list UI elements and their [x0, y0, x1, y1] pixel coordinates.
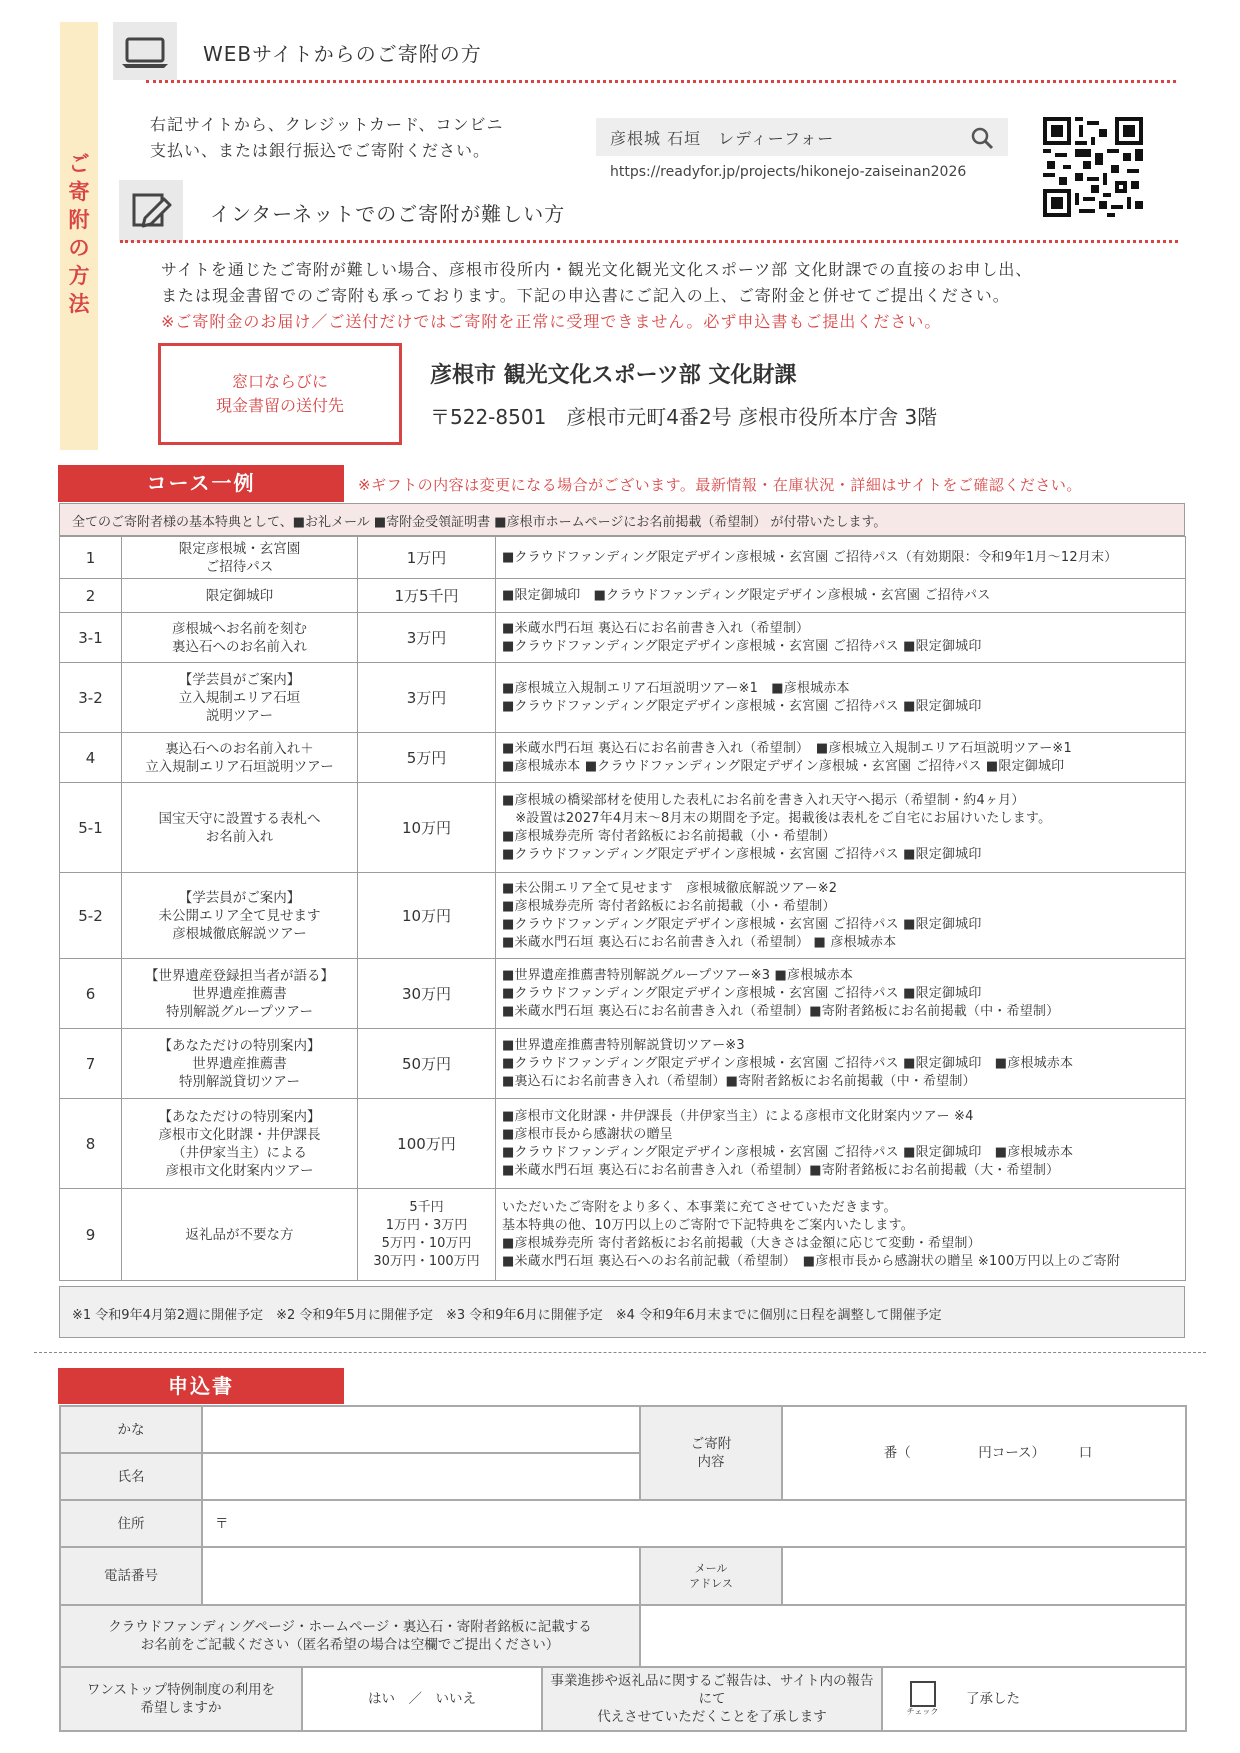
- course-name-line: 限定彦根城・玄宮園: [178, 540, 301, 557]
- course-row: [60, 1189, 1186, 1281]
- course-name-line: お名前入れ: [205, 828, 274, 845]
- course-description: [496, 733, 1186, 783]
- basic-benefits-text: 全てのご寄附者様の基本特典として、■お礼メール ■寄附金受領証明書 ■彦根市ホームページにお名前掲載（希望制） が付帯いたします。: [72, 515, 887, 530]
- course-name: [122, 783, 358, 873]
- onestop-label-line: ワンストップ特例制度の利用を: [86, 1682, 276, 1698]
- course-description-line: ■クラウドファンディング限定デザイン彦根城・玄宮園 ご招待パス ■限定御城印: [502, 846, 982, 862]
- course-price-line: 1万5千円: [394, 586, 459, 605]
- course-price-line: 30万円・100万円: [373, 1253, 480, 1269]
- course-name-line: 【学芸員がご案内】: [178, 671, 301, 688]
- course-name-line: 世界遺産推薦書: [192, 1055, 287, 1072]
- course-description: [496, 873, 1186, 959]
- phone-field[interactable]: [202, 1547, 640, 1605]
- course-number: 3-1: [60, 613, 122, 663]
- donation-label: [640, 1406, 782, 1500]
- send-box-line: 現金書留の送付先: [215, 396, 344, 415]
- course-name-line: 国宝天守に設置する表札へ: [158, 810, 321, 827]
- onestop-label: [60, 1667, 302, 1731]
- course-description-line: ■彦根城立入規制エリア石垣説明ツアー※1 ■彦根城赤本: [502, 680, 850, 696]
- course-description-line: ■米蔵水門石垣 裏込石にお名前書き入れ（希望制）: [502, 620, 810, 636]
- publish-name-line: お名前をご記載ください（匿名希望の場合は空欄でご提出ください）: [140, 1637, 560, 1653]
- course-name-line: （井伊家当主）による: [172, 1144, 307, 1161]
- course-price: [358, 1189, 496, 1281]
- course-number: 3-2: [60, 663, 122, 733]
- course-price-line: 3万円: [406, 688, 447, 707]
- course-description-line: ■クラウドファンディング限定デザイン彦根城・玄宮園 ご招待パス ■限定御城印: [502, 638, 982, 654]
- course-description-line: ■限定御城印 ■クラウドファンディング限定デザイン彦根城・玄宮園 ご招待パス: [502, 587, 991, 603]
- course-name-line: 立入規制エリア石垣説明ツアー: [145, 758, 334, 775]
- course-name-line: ご招待パス: [205, 558, 274, 575]
- dept-name: 彦根市 観光文化スポーツ部 文化財課: [430, 363, 797, 388]
- course-price-line: 5万円・10万円: [381, 1235, 472, 1251]
- course-name-line: 【世界遺産登録担当者が語る】: [145, 967, 334, 984]
- course-description-line: ■裏込石にお名前書き入れ（希望制）■寄附者銘板にお名前掲載（中・希望制）: [502, 1073, 976, 1089]
- course-name-line: 【学芸員がご案内】: [178, 889, 301, 906]
- name-label: 氏名: [60, 1453, 202, 1500]
- phone-label: 電話番号: [60, 1547, 202, 1605]
- dept-address: 〒522-8501 彦根市元町4番2号 彦根市役所本庁舎 3階: [430, 405, 938, 429]
- course-name: [122, 1099, 358, 1189]
- web-text-line: 支払い、または銀行振込でご寄附ください。: [150, 141, 491, 160]
- course-number: 1: [60, 537, 122, 579]
- course-name-line: 特別解説貸切ツアー: [178, 1073, 301, 1090]
- donation-field[interactable]: 番（ 円コース） 口: [782, 1406, 1186, 1500]
- report-agree-line: 代えさせていただくことを了承します: [597, 1709, 827, 1725]
- method-side-label: ご寄附の方法: [68, 152, 90, 316]
- course-description-line: ■クラウドファンディング限定デザイン彦根城・玄宮園 ご招待パス ■限定御城印: [502, 985, 982, 1001]
- course-description: [496, 537, 1186, 579]
- donation-label-line: ご寄附: [690, 1436, 732, 1452]
- web-text-line: 右記サイトから、クレジットカード、コンビニ: [150, 115, 504, 134]
- name-field[interactable]: [202, 1453, 640, 1500]
- course-number: 8: [60, 1099, 122, 1189]
- web-text: [150, 112, 504, 164]
- agreed-label: 了承した: [962, 1667, 1186, 1731]
- course-price-line: 5万円: [406, 748, 447, 767]
- divider-web: [146, 80, 1176, 83]
- course-row: [60, 733, 1186, 783]
- course-description-line: ■米蔵水門石垣 裏込石にお名前書き入れ（希望制） ■ 彦根城赤本: [502, 934, 897, 950]
- kana-label: かな: [60, 1406, 202, 1453]
- course-description-line: ■クラウドファンディング限定デザイン彦根城・玄宮園 ご招待パス（有効期限：令和9年1月〜12月末）: [502, 549, 1118, 565]
- send-box-line: 窓口ならびに: [231, 372, 328, 391]
- course-description-line: ■世界遺産推薦書特別解説貸切ツアー※3: [502, 1037, 745, 1053]
- web-title: WEBサイトからのご寄附の方: [203, 42, 482, 66]
- course-description-line: ※設置は2027年4月末〜8月末の期間を予定。掲載後は表札をご自宅にお届けいたします。: [502, 810, 1052, 826]
- course-name: [122, 1189, 358, 1281]
- course-description-line: 基本特典の他、10万円以上のご寄附で下記特典をご案内いたします。: [502, 1217, 914, 1233]
- course-description: [496, 1029, 1186, 1099]
- course-description-line: ■未公開エリア全て見せます 彦根城徹底解説ツアー※2: [502, 880, 838, 896]
- course-number: 6: [60, 959, 122, 1029]
- course-description: [496, 579, 1186, 613]
- course-note: ※ギフトの内容は変更になる場合がございます。最新情報・在庫状況・詳細はサイトをご確認ください。: [358, 476, 1082, 494]
- qr-code: [1043, 117, 1143, 217]
- course-row: [60, 873, 1186, 959]
- course-header: コース一例: [58, 465, 344, 502]
- net-text-line: または現金書留でのご寄附も承っております。下記の申込書にご記入の上、ご寄附金と併せてご提出ください。: [161, 286, 1010, 305]
- course-name: [122, 537, 358, 579]
- course-description-line: ■彦根城券売所 寄付者銘板にお名前掲載（小・希望制）: [502, 828, 836, 844]
- laptop-icon-box: [113, 22, 177, 80]
- course-description: [496, 1099, 1186, 1189]
- address-label: 住所: [60, 1500, 202, 1547]
- course-name: [122, 959, 358, 1029]
- pen-icon: [119, 180, 183, 242]
- course-description-line: ■彦根市長から感謝状の贈呈: [502, 1126, 673, 1142]
- course-description-line: ■彦根城赤本 ■クラウドファンディング限定デザイン彦根城・玄宮園 ご招待パス ■限定御城印: [502, 758, 1065, 774]
- course-price-line: 5千円: [409, 1199, 444, 1215]
- course-row: [60, 613, 1186, 663]
- net-warning: ※ご寄附金のお届け／ご送付だけではご寄附を正常に受理できません。必ず申込書もご提出ください。: [161, 312, 942, 331]
- course-name: [122, 663, 358, 733]
- method-side-bar: [60, 22, 98, 450]
- footnotes-box: [59, 1286, 1185, 1338]
- email-label: [640, 1547, 782, 1605]
- course-number: 9: [60, 1189, 122, 1281]
- course-name-line: 説明ツアー: [205, 707, 274, 724]
- project-url[interactable]: https://readyfor.jp/projects/hikonejo-zaiseinan2026: [610, 164, 967, 180]
- course-description-line: ■世界遺産推薦書特別解説グループツアー※3 ■彦根城赤本: [502, 967, 854, 983]
- course-name: [122, 733, 358, 783]
- onestop-label-line: 希望しますか: [140, 1700, 222, 1716]
- course-number: 4: [60, 733, 122, 783]
- course-description-line: ■クラウドファンディング限定デザイン彦根城・玄宮園 ご招待パス ■限定御城印 ■彦根城赤本: [502, 1055, 1074, 1071]
- course-price: [358, 733, 496, 783]
- course-description: [496, 1189, 1186, 1281]
- course-price: [358, 783, 496, 873]
- course-price-line: 10万円: [401, 818, 452, 837]
- donation-label-line: 内容: [697, 1454, 725, 1470]
- course-description-line: ■彦根城券売所 寄付者銘板にお名前掲載（大きさは金額に応じて変動・希望制）: [502, 1235, 981, 1251]
- net-text: [161, 257, 1032, 335]
- form-header: 申込書: [58, 1368, 344, 1404]
- course-description-line: ■米蔵水門石垣 裏込石へのお名前記載（希望制） ■彦根市長から感謝状の贈呈 ※100万円以上のご寄附: [502, 1253, 1121, 1269]
- course-price-line: 1万円・3万円: [385, 1217, 468, 1233]
- course-description: [496, 959, 1186, 1029]
- course-price: [358, 663, 496, 733]
- course-price-line: 100万円: [397, 1134, 456, 1153]
- course-number: 5-1: [60, 783, 122, 873]
- course-description-line: ■彦根城券売所 寄付者銘板にお名前掲載（小・希望制）: [502, 898, 836, 914]
- application-form: [59, 1405, 1187, 1732]
- course-number: 2: [60, 579, 122, 613]
- course-price: [358, 579, 496, 613]
- cut-line: [34, 1352, 1206, 1353]
- course-description-line: ■彦根城の橋梁部材を使用した表札にお名前を書き入れ天守へ掲示（希望制・約4ヶ月）: [502, 792, 1025, 808]
- search-icon[interactable]: [970, 126, 994, 150]
- course-name: [122, 1029, 358, 1099]
- email-field[interactable]: [782, 1547, 1186, 1605]
- course-row: [60, 1029, 1186, 1099]
- publish-name-label: [60, 1605, 640, 1667]
- divider-net: [120, 240, 1178, 243]
- course-row: [60, 1099, 1186, 1189]
- report-agree-line: 事業進捗や返礼品に関するご報告は、サイト内の報告にて: [550, 1673, 874, 1707]
- course-row: [60, 537, 1186, 579]
- course-description: [496, 613, 1186, 663]
- course-description-line: ■彦根市文化財課・井伊課長（井伊家当主）による彦根市文化財案内ツアー ※4: [502, 1108, 974, 1124]
- send-destination-box: [158, 343, 402, 445]
- kana-field[interactable]: [202, 1406, 640, 1453]
- course-description-line: ■米蔵水門石垣 裏込石にお名前書き入れ（希望制）■寄附者銘板にお名前掲載（中・希望制）: [502, 1003, 1060, 1019]
- publish-name-field[interactable]: [640, 1605, 1186, 1667]
- course-price: [358, 537, 496, 579]
- course-price: [358, 959, 496, 1029]
- course-price: [358, 1029, 496, 1099]
- course-name-line: 返礼品が不要な方: [185, 1226, 294, 1243]
- check-caption: チェック: [906, 1707, 939, 1716]
- course-number: 5-2: [60, 873, 122, 959]
- course-name-line: 世界遺産推薦書: [192, 985, 287, 1002]
- course-name-line: 彦根城へお名前を刻む: [172, 620, 307, 637]
- course-price-line: 10万円: [401, 906, 452, 925]
- net-text-line: サイトを通じたご寄附が難しい場合、彦根市役所内・観光文化観光文化スポーツ部 文化財課での直接のお申し出、: [161, 260, 1033, 279]
- course-name: [122, 613, 358, 663]
- address-field[interactable]: 〒: [202, 1500, 1186, 1547]
- course-price-line: 30万円: [401, 984, 452, 1003]
- net-title: インターネットでのご寄附が難しい方: [210, 202, 566, 226]
- course-price: [358, 873, 496, 959]
- course-number: 7: [60, 1029, 122, 1099]
- report-agree-label: [542, 1667, 882, 1731]
- course-name-line: 特別解説グループツアー: [165, 1003, 313, 1020]
- course-name-line: 【あなただけの特別案内】: [158, 1037, 321, 1054]
- onestop-yes-no[interactable]: はい ／ いいえ: [302, 1667, 542, 1731]
- course-description: [496, 663, 1186, 733]
- course-name-line: 彦根市文化財課・井伊課長: [158, 1126, 321, 1143]
- course-price: [358, 1099, 496, 1189]
- search-text: 彦根城 石垣 レディーフォー: [610, 129, 835, 148]
- laptop-icon: [113, 22, 177, 80]
- agree-checkbox[interactable]: [910, 1681, 936, 1707]
- course-name-line: 立入規制エリア石垣: [178, 689, 301, 706]
- course-price: [358, 613, 496, 663]
- footnotes: ※1 令和9年4月第2週に開催予定 ※2 令和9年5月に開催予定 ※3 令和9年6月に開催予定 ※4 令和9年6月末までに個別に日程を調整して開催予定: [72, 1308, 942, 1323]
- course-row: [60, 783, 1186, 873]
- course-row: [60, 959, 1186, 1029]
- course-name-line: 裏込石へのお名前入れ＋: [165, 740, 314, 757]
- course-row: [60, 579, 1186, 613]
- course-row: [60, 663, 1186, 733]
- course-description-line: ■米蔵水門石垣 裏込石にお名前書き入れ（希望制） ■彦根城立入規制エリア石垣説明ツアー※1: [502, 740, 1072, 756]
- course-price-line: 50万円: [401, 1054, 452, 1073]
- course-description: [496, 783, 1186, 873]
- search-box[interactable]: [596, 118, 1008, 156]
- course-description-line: ■クラウドファンディング限定デザイン彦根城・玄宮園 ご招待パス ■限定御城印: [502, 916, 982, 932]
- course-description-line: ■クラウドファンディング限定デザイン彦根城・玄宮園 ご招待パス ■限定御城印 ■彦根城赤本: [502, 1144, 1074, 1160]
- course-name: [122, 579, 358, 613]
- course-name: [122, 873, 358, 959]
- agree-checkbox-cell: [882, 1667, 962, 1731]
- course-name-line: 【あなただけの特別案内】: [158, 1108, 321, 1125]
- basic-benefits: [59, 503, 1185, 536]
- course-name-line: 彦根城徹底解説ツアー: [172, 925, 307, 942]
- course-price-line: 1万円: [406, 548, 447, 567]
- course-name-line: 未公開エリア全て見せます: [158, 907, 321, 924]
- course-description-line: ■クラウドファンディング限定デザイン彦根城・玄宮園 ご招待パス ■限定御城印: [502, 698, 982, 714]
- email-label-line: アドレス: [689, 1577, 733, 1590]
- course-description-line: いただいたご寄附をより多く、本事業に充てさせていただきます。: [502, 1199, 897, 1215]
- course-price-line: 3万円: [406, 628, 447, 647]
- course-name-line: 裏込石へのお名前入れ: [172, 638, 307, 655]
- course-name-line: 彦根市文化財案内ツアー: [165, 1162, 314, 1179]
- publish-name-line: クラウドファンディングページ・ホームページ・裏込石・寄附者銘板に記載する: [108, 1619, 592, 1635]
- course-table: [59, 536, 1186, 1281]
- course-name-line: 限定御城印: [205, 587, 274, 604]
- email-label-line: メール: [694, 1562, 728, 1575]
- pen-icon-box: [119, 180, 183, 242]
- course-description-line: ■米蔵水門石垣 裏込石にお名前書き入れ（希望制）■寄附者銘板にお名前掲載（大・希望制）: [502, 1162, 1060, 1178]
